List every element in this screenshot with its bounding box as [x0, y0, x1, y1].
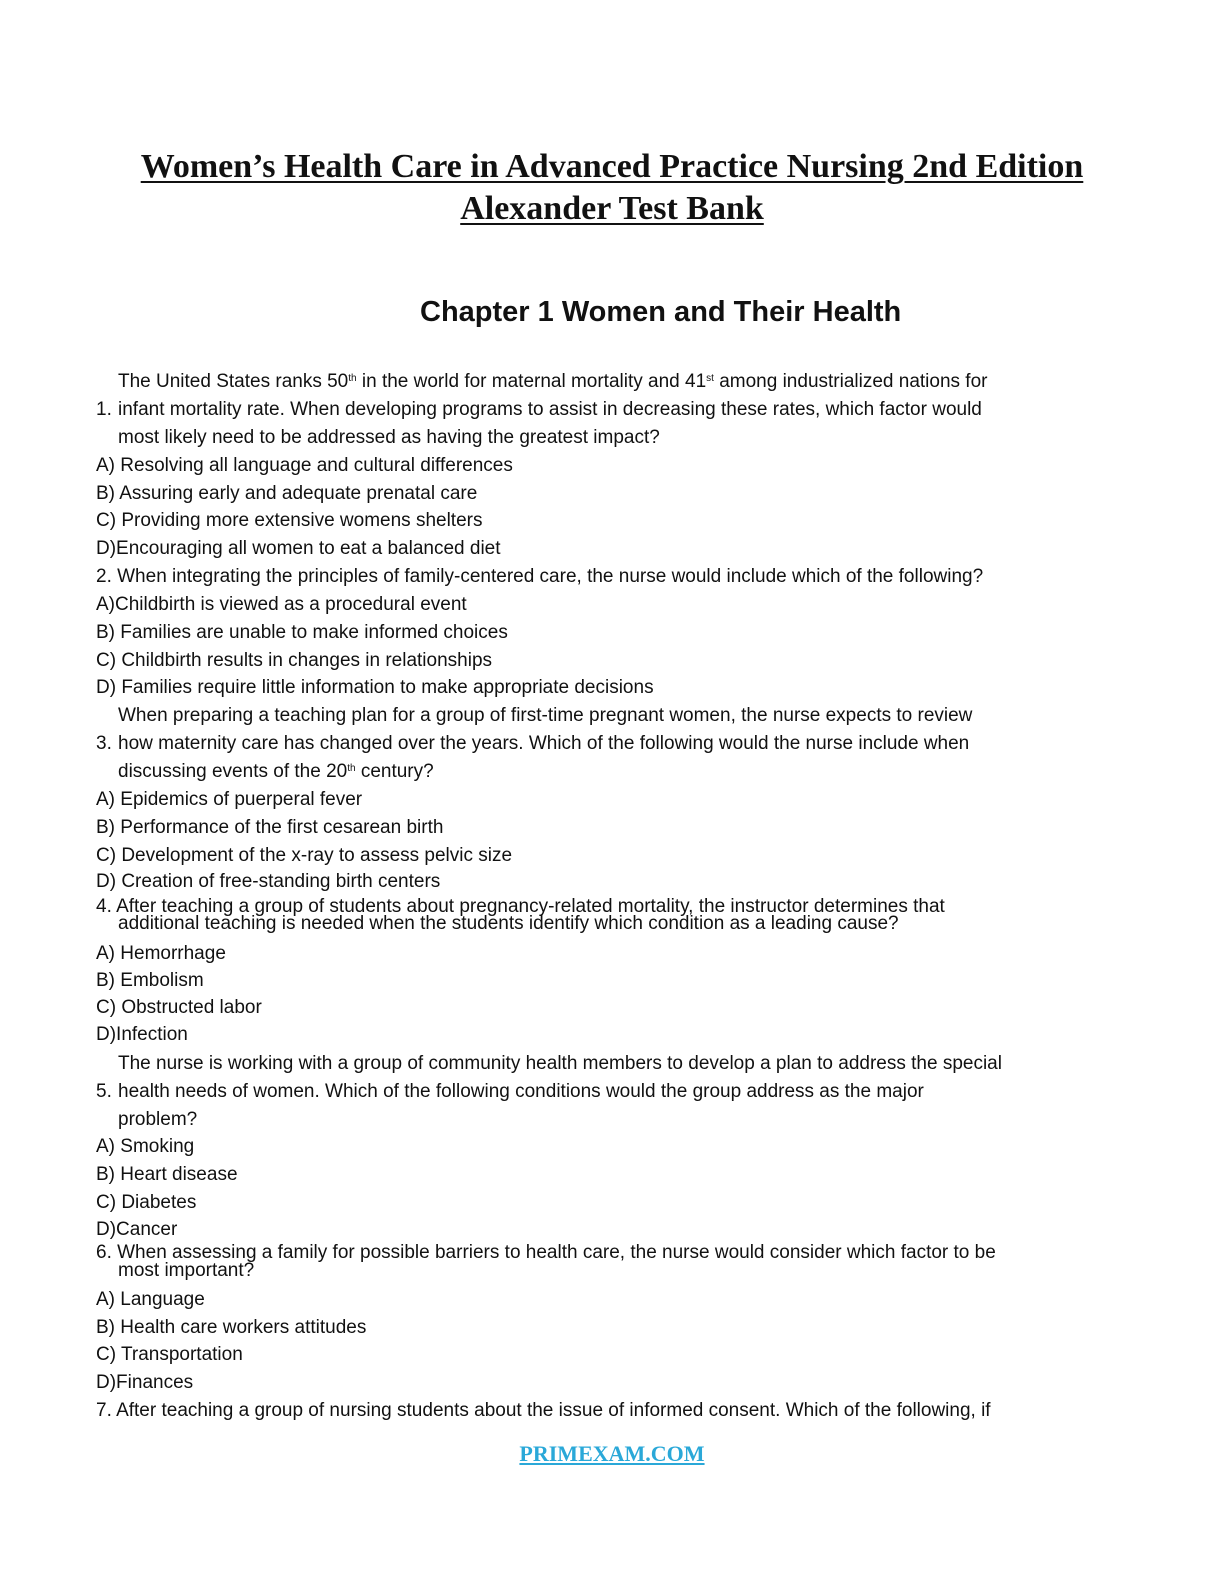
- q2-option-d: D) Families require little information to make appropriate decisions: [96, 677, 654, 698]
- q3-line-1: When preparing a teaching plan for a group of first-time pregnant women, the nurse expects to review: [118, 705, 973, 726]
- q6-option-a: A) Language: [96, 1289, 205, 1310]
- q5-line-3: problem?: [118, 1109, 198, 1130]
- q3-option-b: B) Performance of the first cesarean birth: [96, 817, 444, 838]
- q6-option-b: B) Health care workers attitudes: [96, 1317, 367, 1338]
- q1-option-a: A) Resolving all language and cultural differences: [96, 455, 513, 476]
- q1-line-3: most likely need to be addressed as having the greatest impact?: [118, 427, 660, 448]
- q5-number: 5.: [96, 1081, 112, 1102]
- q6-option-d: D)Finances: [96, 1372, 194, 1393]
- q3-option-a: A) Epidemics of puerperal fever: [96, 789, 363, 810]
- q1-option-b: B) Assuring early and adequate prenatal care: [96, 483, 478, 504]
- q5-option-c: C) Diabetes: [96, 1192, 197, 1213]
- q4-option-d: D)Infection: [96, 1024, 188, 1045]
- q2-line-1: 2. When integrating the principles of family-centered care, the nurse would include which of the following?: [96, 566, 984, 587]
- q5-option-a: A) Smoking: [96, 1136, 195, 1157]
- q1-option-d: D)Encouraging all women to eat a balanced diet: [96, 538, 501, 559]
- q5-option-d: D)Cancer: [96, 1219, 178, 1240]
- q6-line-1: 6. When assessing a family for possible barriers to health care, the nurse would consider which factor to be: [96, 1242, 996, 1263]
- q1-option-c: C) Providing more extensive womens shelters: [96, 510, 483, 531]
- q1-number: 1.: [96, 399, 112, 420]
- q2-option-a: A)Childbirth is viewed as a procedural event: [96, 594, 467, 615]
- footer-link[interactable]: PRIMEXAM.COM: [519, 1441, 705, 1466]
- q5-option-b: B) Heart disease: [96, 1164, 238, 1185]
- title-line-1: Women’s Health Care in Advanced Practice Nursing 2nd Edition: [140, 148, 1084, 185]
- q4-line-2: additional teaching is needed when the students identify which condition as a leading cause?: [118, 913, 899, 934]
- document-title: [60, 146, 1164, 230]
- q3-line-3: discussing events of the 20th century?: [118, 761, 434, 782]
- q4-option-a: A) Hemorrhage: [96, 943, 226, 964]
- q4-line-1: 4. After teaching a group of students about pregnancy-related mortality, the instructor determines that: [96, 896, 945, 917]
- q4-option-c: C) Obstructed labor: [96, 997, 262, 1018]
- q1-line-1: The United States ranks 50th in the world for maternal mortality and 41st among industrialized nations for: [118, 371, 988, 392]
- chapter-heading: Chapter 1 Women and Their Health: [420, 296, 902, 328]
- q6-option-c: C) Transportation: [96, 1344, 243, 1365]
- q5-line-2: health needs of women. Which of the following conditions would the group address as the major: [118, 1081, 924, 1102]
- q7-line-1: 7. After teaching a group of nursing students about the issue of informed consent. Which of the following, if: [96, 1400, 991, 1421]
- q3-option-d: D) Creation of free-standing birth centers: [96, 871, 441, 892]
- q3-option-c: C) Development of the x-ray to assess pelvic size: [96, 845, 513, 866]
- q2-option-c: C) Childbirth results in changes in relationships: [96, 650, 493, 671]
- q3-line-2: how maternity care has changed over the years. Which of the following would the nurse include when: [118, 733, 970, 754]
- q3-number: 3.: [96, 733, 112, 754]
- q4-option-b: B) Embolism: [96, 970, 204, 991]
- title-line-2: Alexander Test Bank: [460, 190, 764, 227]
- q6-line-2: most important?: [118, 1260, 255, 1281]
- q1-line-2: infant mortality rate. When developing programs to assist in decreasing these rates, which factor would: [118, 399, 982, 420]
- q5-line-1: The nurse is working with a group of community health members to develop a plan to address the special: [118, 1053, 1002, 1074]
- q2-option-b: B) Families are unable to make informed choices: [96, 622, 508, 643]
